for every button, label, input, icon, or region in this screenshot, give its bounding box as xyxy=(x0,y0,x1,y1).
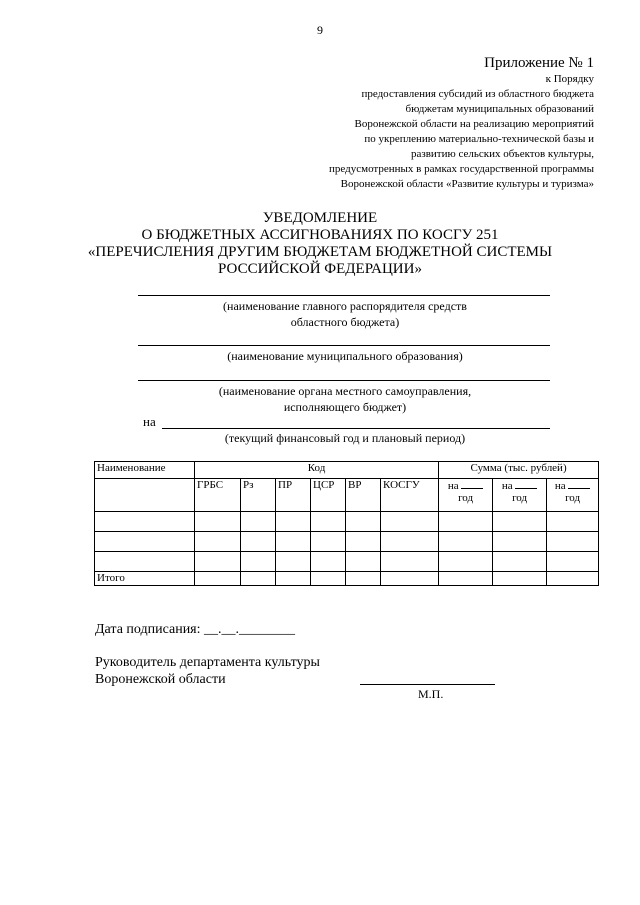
heading-line: О БЮДЖЕТНЫХ АССИГНОВАНИЯХ ПО КОСГУ 251 xyxy=(141,227,499,243)
table-row[interactable] xyxy=(95,532,599,552)
field-line-authority[interactable] xyxy=(138,380,550,381)
year-blank[interactable] xyxy=(568,479,590,489)
year-blank[interactable] xyxy=(461,479,483,489)
header-name-cont xyxy=(95,479,195,512)
appendix-line: к Порядку xyxy=(545,73,594,85)
year-col-header[interactable] xyxy=(547,479,599,512)
code-col-header: КОСГУ xyxy=(381,479,439,512)
date-line xyxy=(95,621,295,638)
code-col-header: Рз xyxy=(241,479,276,512)
signature-line[interactable] xyxy=(360,684,495,685)
table-row[interactable] xyxy=(95,552,599,572)
allocations-table xyxy=(94,461,599,586)
year-prefix: на xyxy=(554,480,566,492)
appendix-line: по укреплению материально-технической базы и xyxy=(364,133,594,145)
page-number: 9 xyxy=(317,23,323,37)
hint-text: (наименование главного распорядителя средств xyxy=(223,299,467,313)
head-region: Воронежской области xyxy=(95,672,226,687)
code-col-header: ВР xyxy=(346,479,381,512)
table-row[interactable] xyxy=(95,512,599,532)
hint-text: (наименование органа местного самоуправления, xyxy=(218,384,472,398)
date-label: Дата подписания: xyxy=(95,622,201,637)
code-col-header: ГРБС xyxy=(195,479,241,512)
appendix-line: Воронежской области на реализацию мероприятий xyxy=(354,118,594,130)
appendix-line: развитию сельских объектов культуры, xyxy=(410,148,594,160)
year-prefix: на xyxy=(447,480,459,492)
year-col-header[interactable] xyxy=(439,479,493,512)
appendix-line: бюджетам муниципальных образований xyxy=(405,103,594,115)
total-label: Итого xyxy=(95,572,195,586)
hint-municipality: (наименование муниципального образования) xyxy=(227,349,463,363)
year-suffix: год xyxy=(512,492,528,504)
code-col-header: ПР xyxy=(276,479,311,512)
head-title: Руководитель департамента культуры xyxy=(95,655,320,670)
appendix-line: предусмотренных в рамках государственной программы xyxy=(329,163,594,175)
code-col-header: ЦСР xyxy=(311,479,346,512)
na-prefix: на xyxy=(143,414,156,429)
document-heading xyxy=(60,210,580,278)
header-code: Код xyxy=(195,462,439,479)
hint-distributor xyxy=(100,298,590,330)
year-col-header[interactable] xyxy=(493,479,547,512)
heading-line: УВЕДОМЛЕНИЕ xyxy=(262,210,378,226)
hint-text: областного бюджета) xyxy=(290,315,400,329)
hint-authority xyxy=(100,383,590,415)
total-row[interactable] xyxy=(95,572,599,586)
hint-period: (текущий финансовый год и плановый период) xyxy=(224,431,466,445)
heading-line: РОССИЙСКОЙ ФЕДЕРАЦИИ» xyxy=(218,261,422,277)
head-signature-block xyxy=(95,654,320,688)
hint-text: исполняющего бюджет) xyxy=(283,400,407,414)
year-suffix: год xyxy=(458,492,474,504)
field-line-period[interactable] xyxy=(162,428,550,429)
header-sum: Сумма (тыс. рублей) xyxy=(439,462,599,479)
year-prefix: на xyxy=(501,480,513,492)
date-blank[interactable]: __.__.________ xyxy=(204,622,296,637)
appendix-line: Воронежской области «Развитие культуры и туризма» xyxy=(340,178,594,190)
appendix-title: Приложение № 1 xyxy=(484,55,594,71)
year-blank[interactable] xyxy=(515,479,537,489)
header-name: Наименование xyxy=(95,462,195,479)
heading-line: «ПЕРЕЧИСЛЕНИЯ ДРУГИМ БЮДЖЕТАМ БЮДЖЕТНОЙ СИСТЕМЫ xyxy=(87,244,553,260)
field-line-distributor[interactable] xyxy=(138,295,550,296)
appendix-block xyxy=(329,55,594,192)
appendix-line: предоставления субсидий из областного бюджета xyxy=(361,88,594,100)
year-suffix: год xyxy=(565,492,581,504)
field-line-municipality[interactable] xyxy=(138,345,550,346)
stamp-label: М.П. xyxy=(418,687,444,701)
